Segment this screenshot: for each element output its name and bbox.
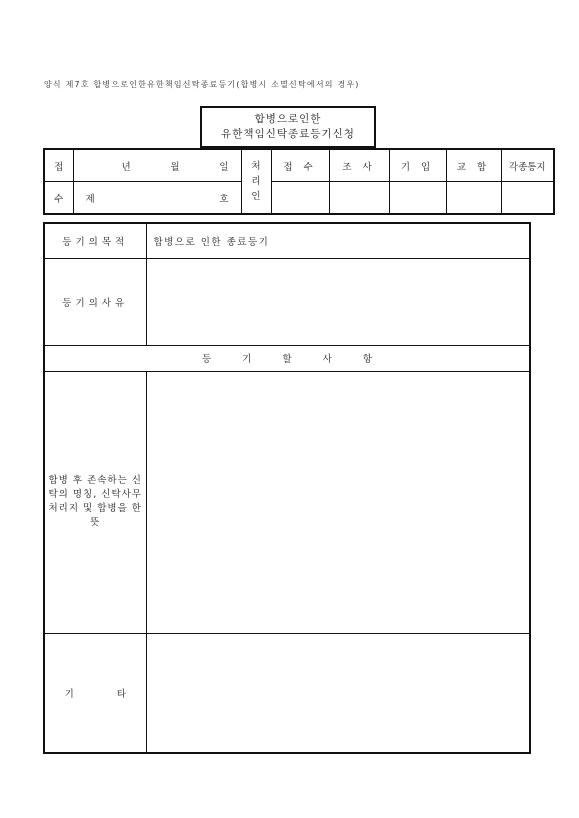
reception-label-top: 접: [44, 149, 73, 182]
processor-mid: 리: [251, 176, 261, 187]
reason-field[interactable]: [146, 258, 530, 345]
purpose-label: 등기의목적: [44, 223, 146, 258]
reception-table: [43, 148, 555, 215]
form-title-box: [200, 106, 376, 148]
processor-bottom: 인: [251, 191, 261, 202]
ho-label: 호: [219, 193, 229, 205]
notices-sign-cell[interactable]: [501, 182, 554, 215]
month-label: 월: [170, 161, 180, 173]
form-number-label: 양식 제7호 합병으로인한유한책임신탁종료등기(합병시 소멸신탁에서의 경우): [44, 80, 360, 89]
col-reception: 접 수: [271, 149, 329, 182]
detail-field[interactable]: [146, 371, 530, 633]
entry-sign-cell[interactable]: [389, 182, 446, 215]
reception-number-cell: [73, 182, 241, 215]
detail-label: 합병 후 존속하는 신탁의 명칭, 신탁사무처리지 및 합병을 한 뜻: [44, 371, 146, 633]
form-title-line2: 유한책임신탁종료등기신청: [221, 128, 355, 140]
registration-table: [43, 222, 531, 754]
je-label: 제: [85, 193, 95, 205]
review-sign-cell[interactable]: [329, 182, 389, 215]
year-label: 년: [121, 161, 131, 173]
processor-top: 처: [251, 161, 261, 172]
col-review: 조 사: [329, 149, 389, 182]
col-collation: 교 합: [446, 149, 501, 182]
matters-header: 등 기 할 사 항: [44, 345, 530, 371]
reason-label: 등기의사유: [44, 258, 146, 345]
col-entry: 기 입: [389, 149, 446, 182]
processor-label-cell: [241, 149, 271, 214]
purpose-value[interactable]: 합병으로 인한 종료등기: [146, 223, 530, 258]
collation-sign-cell[interactable]: [446, 182, 501, 215]
other-label: 기 타: [44, 633, 146, 753]
reception-date-cell: [73, 149, 241, 182]
day-label: 일: [219, 161, 229, 173]
reception-sign-cell[interactable]: [271, 182, 329, 215]
reception-label-bottom: 수: [44, 182, 73, 215]
other-field[interactable]: [146, 633, 530, 753]
col-notices: 각종통지: [501, 149, 554, 182]
form-title-line1: 합병으로인한: [254, 113, 322, 125]
